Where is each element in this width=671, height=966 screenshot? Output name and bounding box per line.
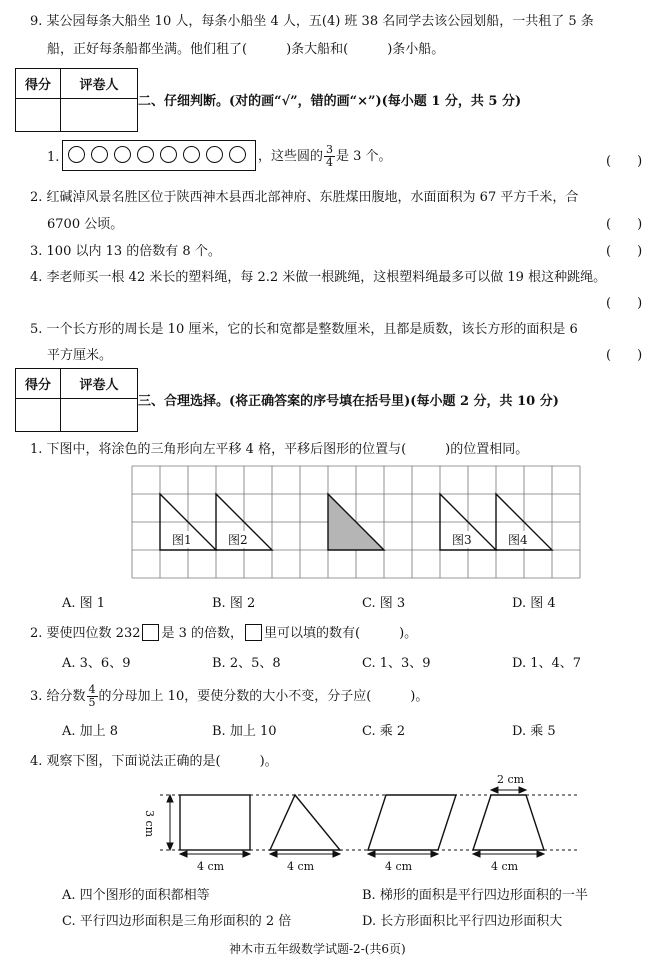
base-label-parallelogram: 4 cm [385,860,413,873]
choice-4-option-b[interactable]: B. 梯形的面积是平行四边形面积的一半 [362,888,588,903]
q9-line2: 船，正好每条船都坐满。他们租了( )条大船和( )条小船。 [47,42,445,57]
judge-4-text: 4. 李老师买一根 42 米长的塑料绳，每 2.2 米做一根跳绳，这根塑料绳最多可以做 19 根这种跳绳。 [30,270,607,285]
base-label-triangle: 4 cm [287,860,315,873]
grader-label: 评卷人 [61,369,137,399]
choice-4-option-a[interactable]: A. 四个图形的面积都相等 [62,888,210,903]
fig2-label: 图2 [228,533,248,547]
circle-icon [91,146,108,163]
parallelogram-shape [368,795,456,850]
judge-5-line2: 平方厘米。 [47,348,113,363]
section3-title: 三、合理选择。(将正确答案的序号填在括号里)(每小题 2 分，共 10 分) [138,394,559,409]
translation-grid-figure [130,464,590,580]
choice-4-text: 4. 观察下图，下面说法正确的是( )。 [30,754,278,769]
grader-cell[interactable] [61,399,137,431]
judge-2-answer[interactable]: ( ) [606,217,643,232]
score-label: 得分 [16,69,61,99]
score-cell[interactable] [16,399,61,431]
circle-icon [137,146,154,163]
judge-4-answer[interactable]: ( ) [606,296,643,311]
choice-1-option-a[interactable]: A. 图 1 [62,596,106,611]
grader-label: 评卷人 [61,69,137,99]
grader-cell[interactable] [61,99,137,131]
judge-5-answer[interactable]: ( ) [606,348,643,363]
judge-5-line1: 5. 一个长方形的周长是 10 厘米，它的长和宽都是整数厘米，且都是质数，该长方形的面积是 6 [30,322,578,337]
choice-3-text: 3. 给分数 $\frac{4}{5}$ 的分母加上 10，要使分数的大小不变，分子应( )。 [30,683,429,709]
circle-icon [183,146,200,163]
judge-1-num: 1. [47,150,60,165]
fig3-label: 图3 [452,533,472,547]
choice-2-option-b[interactable]: B. 2、5、8 [212,656,281,671]
base-label-trapezoid: 4 cm [491,860,519,873]
choice-3-option-a[interactable]: A. 加上 8 [62,724,119,739]
choice-3-option-c[interactable]: C. 乘 2 [362,724,406,739]
fig4-label: 图4 [508,533,528,547]
choice-1-option-c[interactable]: C. 图 3 [362,596,406,611]
top-label-trapezoid: 2 cm [497,773,525,786]
section2-title: 二、仔细判断。(对的画“√”，错的画“×”)(每小题 1 分，共 5 分) [138,94,522,109]
judge-1-text: ，这些圆的 $\frac{3}{4}$ 是 3 个。 [258,143,392,169]
choice-1-text: 1. 下图中，将涂色的三角形向左平移 4 格，平移后图形的位置与( )的位置相同。 [30,442,529,457]
circle-icon [160,146,177,163]
height-label-3cm: 3 cm [143,810,156,838]
score-box-section3 [15,368,138,432]
trapezoid-shape [473,795,544,850]
q9-line1: 9. 某公园每条大船坐 10 人，每条小船坐 4 人，五(4) 班 38 名同学去该公园划船，一共租了 5 条 [30,14,594,29]
page-footer: 神木市五年级数学试题-2-(共6页) [229,942,406,956]
circle-icon [68,146,85,163]
choice-4-option-c[interactable]: C. 平行四边形面积是三角形面积的 2 倍 [62,914,292,929]
blank-square-icon [142,624,159,641]
fig1-label: 图1 [172,533,192,547]
judge-3-answer[interactable]: ( ) [606,244,643,259]
choice-2-option-c[interactable]: C. 1、3、9 [362,656,431,671]
score-label: 得分 [16,369,61,399]
triangle-shape [270,795,340,850]
choice-1-option-b[interactable]: B. 图 2 [212,596,256,611]
circle-icon [114,146,131,163]
choice-2-text: 2. 要使四位数 232 是 3 的倍数， 里可以填的数有( )。 [30,626,418,641]
judge-1-answer[interactable]: ( ) [606,154,643,169]
judge-2-line1: 2. 红碱淖风景名胜区位于陕西神木县西北部神府、东胜煤田腹地，水面面积为 67 平方千米，合 [30,190,579,205]
choice-2-option-a[interactable]: A. 3、6、9 [62,656,131,671]
fraction-3-4: $\frac{3}{4}$ [326,143,334,169]
score-box-section2 [15,68,138,132]
score-cell[interactable] [16,99,61,131]
fraction-4-5: $\frac{4}{5}$ [88,683,96,709]
choice-2-option-d[interactable]: D. 1、4、7 [512,656,582,671]
base-label-rect: 4 cm [197,860,225,873]
circle-icon [229,146,246,163]
circle-icon [206,146,223,163]
blank-square-icon [245,624,262,641]
choice-3-option-b[interactable]: B. 加上 10 [212,724,277,739]
choice-3-option-d[interactable]: D. 乘 5 [512,724,556,739]
judge-3-text: 3. 100 以内 13 的倍数有 8 个。 [30,244,221,259]
judge-2-line2: 6700 公顷。 [47,217,124,232]
rectangle-shape [180,795,250,850]
circles-box [62,140,256,171]
choice-4-option-d[interactable]: D. 长方形面积比平行四边形面积大 [362,914,563,929]
choice-1-option-d[interactable]: D. 图 4 [512,596,556,611]
